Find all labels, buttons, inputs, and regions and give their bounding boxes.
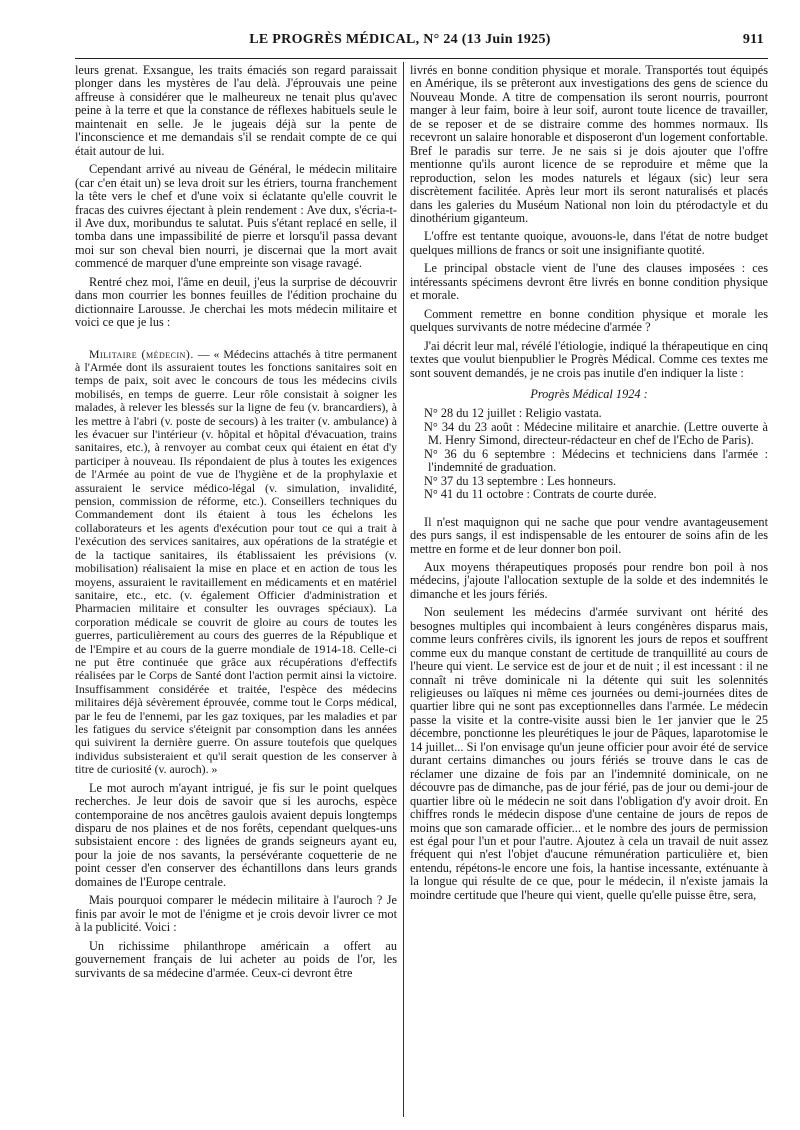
journal-title: LE PROGRÈS MÉDICAL, N° 24 (13 Juin 1925) <box>249 32 551 47</box>
paragraph: Un richissime philanthrope américain a offert au gouvernement français de lui acheter au poids de l'or, les survivants de sa médecine d'armée. Ceux-ci devront être <box>75 938 397 980</box>
paragraph: Aux moyens thérapeutiques proposés pour rendre bon poil à nos médecins, j'ajoute l'allocation sextuple de la solde et des indemnités le dimanche et les jours fériés. <box>410 559 768 601</box>
reference-item: N° 37 du 13 septembre : Les honneurs. <box>424 473 617 488</box>
reference-item: N° 41 du 11 octobre : Contrats de courte durée. <box>424 487 657 502</box>
paragraph: Comment remettre en bonne condition physique et morale les quelques survivants de notre médecine d'armée ? <box>410 306 768 335</box>
reference-list <box>410 407 768 501</box>
paragraph: Mais pourquoi comparer le médecin militaire à l'auroch ? Je finis par avoir le mot de l'énigme et je crois devoir livrer ce mot à la publicité. Voici : <box>75 893 397 935</box>
dictionary-entry <box>75 348 397 777</box>
paragraph: Cependant arrivé au niveau de Général, le médecin militaire (car c'en était un) se leva droit sur les étriers, tourna franchement la tête vers le chef et d'une voix si éclatante qu'elle couvrit le fracas des cuivres éjectant à plein rendement : Ave dux, s'écria-t-il Ave dux, moribundus te salutat. Puis s'étant replacé en selle, il tomba dans une impassibilité de pierre et lorsqu'il passa devant moi sur son cheval bien nourri, je discernai que la mort avait commencé de marquer d'une empreinte son visage ravagé. <box>75 162 397 271</box>
paragraph: Le mot auroch m'ayant intrigué, je fis sur le point quelques recherches. Je leur dois de savoir que si les aurochs, espèce contemporaine de nos ancêtres gaulois avaient depuis longtemps disparu de nos plaines et de nos forêts, cependant quelques-uns subsistaient encore : des lignées de grands seigneurs ayant eu, pour la joie de nos savants, la persévérante coquetterie de ne point cesser d'en conserver des échantillons dans leurs grands domaines de l'Europe centrale. <box>75 780 397 889</box>
reference-item: N° 28 du 12 juillet : Religio vastata. <box>424 406 602 421</box>
paragraph: L'offre est tentante quoique, avouons-le, dans l'état de notre budget quelques millions de francs or soit une insignifiante quotité. <box>410 229 768 257</box>
paragraph: J'ai décrit leur mal, révélé l'étiologie, indiqué la thérapeutique en cinq textes que voulut bienpublier le Progrès Médical. Comme ces textes me sont souvent demandés, je ne crois pas inutile d'en indiquer la liste : <box>410 338 768 380</box>
right-column <box>410 64 768 907</box>
reference-item: N° 36 du 6 septembre : Médecins et techniciens dans l'armée : l'indemnité de graduation. <box>424 446 768 475</box>
header-rule <box>75 58 768 59</box>
running-header <box>0 30 800 52</box>
paragraph: livrés en bonne condition physique et morale. Transportés tout équipés en Amérique, ils se prêteront aux investigations des gens de science du Nouveau Monde. A titre de compensation ils seront nourris, pourront manger à leur faim, boire à leur soif, auront toute licence de travailler, de se reposer et de se distraire comme des hommes normaux. Ils recevront un salaire honorable et disposeront d'un logement confortable. Bref le paradis sur terre. Je ne sais si je dois ajouter que l'offre mentionne qu'ils auront licence de se reproduire et même que la reproduction, selon les modes naturels et légaux (sic) leur sera discrètement facilitée. Après leur mort ils seront naturalisés et placés dans les galeries du Muséum National non loin du ptérodactyle et du dinothérium giganteum. <box>410 63 768 225</box>
left-column <box>75 64 397 985</box>
reference-list-heading: Progrès Médical 1924 : <box>530 386 648 401</box>
column-divider <box>403 62 404 1117</box>
dictionary-headword: Militaire (médecin). <box>89 346 194 361</box>
reference-item: N° 34 du 23 août : Médecine militaire et anarchie. (Lettre ouverte à M. Henry Simond, directeur-rédacteur en chef de l'Echo de Paris). <box>424 419 768 448</box>
paragraph: leurs grenat. Exsangue, les traits émaciés son regard paraissait plonger dans les mystères de l'au delà. J'éprouvais une peine affreuse à considérer que le malheureux ne tenait plus qu'avec peine à la terre et que la constance de réflexes habituels seule le maintenait en selle. Je le jugeais déjà sur la pente de l'inconscience et me demandais s'il se rendait compte de ce qui était autour de lui. <box>75 63 397 158</box>
paragraph: Il n'est maquignon qui ne sache que pour vendre avantageusement des purs sangs, il est indispensable de les entourer de soins afin de les mettre en forme et de leur donner bon poil. <box>410 514 768 556</box>
page-number: 911 <box>742 32 764 47</box>
paragraph: Rentré chez moi, l'âme en deuil, j'eus la surprise de découvrir dans mon courrier les bonnes feuilles de l'édition prochaine du dictionnaire Larousse. Je cherchai les mots médecin militaire et voici ce que je lus : <box>75 274 397 330</box>
paragraph: Non seulement les médecins d'armée survivant ont hérité des besognes multiples qui incombaient à leurs congénères disparus mais, comme leurs confrères civils, ils ignorent les jours de repos et souffrent comme eux du manque constant de certitude de tranquillité au cours de l'heure qui vient. Le service est de jour et de nuit ; il est incessant : il ne connaît ni trêve dominicale ni la détente qui suit les solennités religieuses ou laïques ni même ces journées ou demi-journées dites de quartier libre qui ne sont pas exceptionnelles dans l'armée. Le médecin passe la visite et la contre-visite aussi bien le 1er janvier que le 25 décembre, ponctionne les pleurétiques le jour de Pâques, laparotomise le 14 juillet... Si l'on envisage qu'un jeune officier pour avoir été de service durant certains dimanches ou jours fériés se trouve dans le cas de réclamer une dizaine de fois par an l'indemnité dominicale, on ne découvre pas de dimanche, pas de jour férié, pas de jour ou demi-jour de quartier libre où le médecin ne soit dans l'obligation d'y avoir droit. En chiffres ronds le médecin dispose d'une centaine de jours de repos de moins que son camarade officier... et le nombre des jours de permission est égal pour l'un et pour l'autre. Ajoutez à cela un travail de nuit assez fréquent qui n'est l'objet d'aucune rémunération particulière et, bien entendu, répétons-le encore une fois, la hantise incessante, exténuante à la longue qui résulte de ce que, pour le médecin, il n'existe jamais la moindre certitude que l'heure qui vient, quelle qu'elle puisse être, sera, <box>410 605 768 902</box>
paragraph: Le principal obstacle vient de l'une des clauses imposées : ces intéressants spécimens devront être livrés en bonne condition physique et morale. <box>410 261 768 303</box>
dictionary-definition: — « Médecins attachés à titre permanent à l'Armée dont ils assuraient toutes les fonctions sanitaires soit en temps de paix, soit avec le concours de tous les médecins civils mobilisés, en temps de guerre. Leur rôle consistait à soigner les malades, à relever les blessés sur la ligne de feu (v. brancardiers), à les mettre à l'abri (v. poste de secours) à les traiter (v. ambulance) à les évacuer sur l'intérieur (v. hôpital et hôpital d'évacuation, trains sanitaires, etc.), à renvoyer au combat ceux qui étaient en état d'y participer à nouveau. Ils répondaient de plus à toutes les exigences de l'Armée au point de vue de l'hygiène et de la prophylaxie et assuraient le service médico-légal (v. simulation, invalidité, pension, commission de réforme, etc.). Conseillers techniques du Commandement dont ils étaient à tous les échelons les collaborateurs et les agents d'exécution pour tout ce qui a trait à l'exécution des services sanitaires, aux opérations de la stratégie et de la tactique sanitaires, ils établissaient les prévisions (v. mobilisation) réalisaient la mise en place et en action de tous les moyens, assuraient le ravitaillement en médicaments et en matériel sanitaire, etc., etc. (v. également Officier d'administration et Pharmacien militaire et consulter les ouvrages spéciaux). La corporation médicale se couvrit de gloire au cours de toutes les guerres, particulièrement au cours des guerres de la République et de l'Empire et au cours de la guerre mondiale de 1914-18. Celle-ci ne put être continuée que grâce aux récupérations d'effectifs réalisées par le Corps de Santé dont l'action permit ainsi la victoire. Insuffisamment considérée et traitée, l'espèce des médecins militaires déjà sévèrement éprouvée, comme tout le Corps médical, par le feu de l'ennemi, par les gaz toxiques, par les maladies et par les fatigues du service s'éteignit par consomption dans les années qui suivirent la dernière guerre. On assure toutefois que quelques individus subsisteraient et qu'il serait question de les conserver à titre de curiosité (v. auroch). » <box>75 346 397 777</box>
